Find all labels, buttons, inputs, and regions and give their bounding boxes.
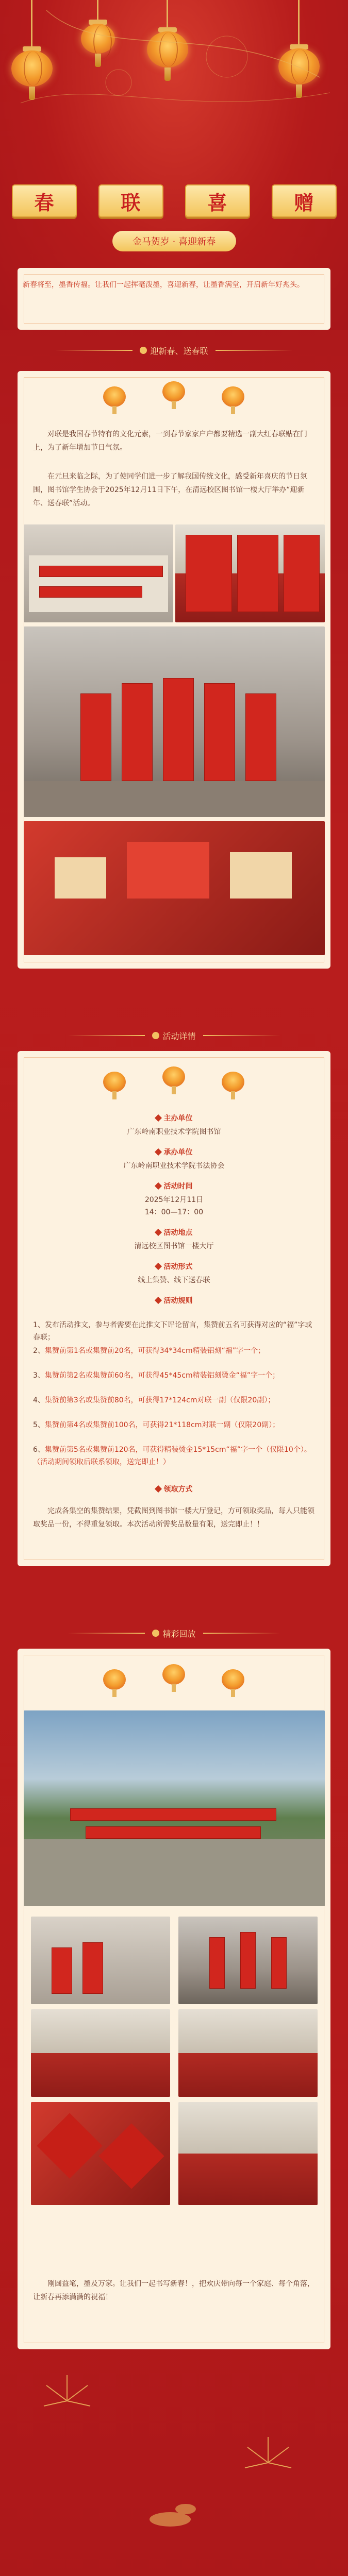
rule-line: 1、发布活动推文，参与者需要在此推文下评论留言，集赞前五名可获得对应的“福”字或春联；: [33, 1321, 312, 1342]
rule-line: 4、集赞前第3名或集赞前80名，可获得17*124cm对联一副（仅限20副）；: [33, 1396, 275, 1404]
photo-hall-couplets: [178, 1917, 318, 2004]
photo-writing-2: [178, 2009, 318, 2097]
small-lantern-icon: [162, 1066, 185, 1087]
info-value: 线上集赞、线下送春联: [138, 1276, 210, 1284]
small-lantern-row: [0, 1066, 348, 1103]
photo-library-hall: [24, 626, 325, 817]
subtitle-pill: 金马贺岁 · 喜迎新春: [112, 231, 236, 251]
small-lantern-icon: [222, 386, 244, 407]
small-lantern-icon: [222, 1072, 244, 1092]
closing-paragraph: 刚圆益笔，墨及万家。让我们一起书写新春！，把欢庆带向每一个家庭、每个角落，让新春再添满满的祝福！: [33, 2280, 314, 2301]
photo-group-outdoor: [24, 1710, 325, 1906]
rule-line: 3、集赞前第2名或集赞前60名，可获得45*45cm精装铝刻烫金“福”字一个；: [33, 1371, 280, 1380]
section-header-3: 精彩回放: [0, 1623, 348, 1643]
paragraph: 在元旦来临之际，为了使同学们进一步了解我国传统文化，感受新年喜庆的节日氛围，图书馆学生协会于2025年12月11日下午，在清远校区图书馆一楼大厅举办“迎新年、送春联”活动。: [33, 472, 307, 507]
info-label: 主办单位: [0, 1113, 348, 1123]
title-char: 春: [12, 184, 77, 217]
small-lantern-icon: [162, 381, 185, 402]
photo-writing: [31, 2009, 170, 2097]
dot-icon: [152, 1630, 159, 1637]
dot-icon: [152, 1032, 159, 1039]
paragraph: 对联是我国春节特有的文化元素，一到春节家家户户都要精选一副大红春联贴在门上，为了新年增加节日气氛。: [33, 430, 307, 452]
intro-card: [18, 268, 330, 330]
info-label: 活动时间: [0, 1181, 348, 1191]
intro-text: 新春将至，墨香传福。让我们一起挥毫泼墨，喜迎新春，让墨香满堂，开启新年好兆头。: [23, 281, 304, 289]
section-header-1: 迎新春、送春联: [0, 340, 348, 361]
small-lantern-row: [0, 1664, 348, 1700]
gold-swirl-decoration: [0, 0, 348, 165]
small-lantern-row: [0, 381, 348, 417]
photo-calligraphy-table: [24, 524, 173, 622]
info-label: 领取方式: [0, 1484, 348, 1494]
photo-finished-couplets: [178, 2102, 318, 2205]
info-value: 清远校区图书馆一楼大厅: [134, 1242, 214, 1250]
prize-paragraph: 完成各集空的集赞结果，凭截图到图书馆一楼大厅登记，方可领取奖品，每人只能领取奖品一份，不得重复领取。本次活动所需奖品数量有限，送完即止！！: [33, 1507, 314, 1529]
info-label: 活动形式: [0, 1261, 348, 1272]
title-char: 联: [98, 184, 163, 217]
fireworks-decoration: [0, 2370, 348, 2576]
small-lantern-icon: [162, 1664, 185, 1685]
info-value: 广东岭南职业技术学院书法协会: [123, 1162, 225, 1170]
small-lantern-icon: [103, 1072, 126, 1092]
small-lantern-icon: [103, 386, 126, 407]
photo-couplets-drying: [175, 524, 325, 622]
info-label: 承办单位: [0, 1147, 348, 1157]
small-lantern-icon: [222, 1669, 244, 1690]
info-label: 活动规则: [0, 1295, 348, 1306]
photo-queue: [31, 1917, 170, 2004]
small-lantern-icon: [103, 1669, 126, 1690]
dot-icon: [140, 347, 147, 354]
info-label: 活动地点: [0, 1227, 348, 1238]
photo-red-display: [24, 821, 325, 955]
rule-line: 5、集赞前第4名或集赞前100名，可获得21*118cm对联一副（仅限20副）；: [33, 1421, 280, 1429]
title-char: 赠: [272, 184, 337, 217]
rule-line: 2、集赞前第1名或集赞前20名，可获得34*34cm精装铝刻“福”字一个；: [33, 1347, 266, 1355]
info-value: 广东岭南职业技术学院图书馆: [127, 1128, 221, 1136]
title-char: 喜: [185, 184, 250, 217]
title-banner: [0, 184, 348, 225]
rule-line: 6、集赞前第5名或集赞前120名，可获得精装烫金15*15cm“福”字一个（仅限10个）。（活动期间领取后联系领取，送完即止！）: [33, 1446, 311, 1466]
info-value: 2025年12月11日: [144, 1196, 204, 1204]
photo-fu-characters: [31, 2102, 170, 2205]
section-header-2: 活动详情: [0, 1025, 348, 1046]
info-value-time: 14：00—17：00: [144, 1208, 204, 1216]
